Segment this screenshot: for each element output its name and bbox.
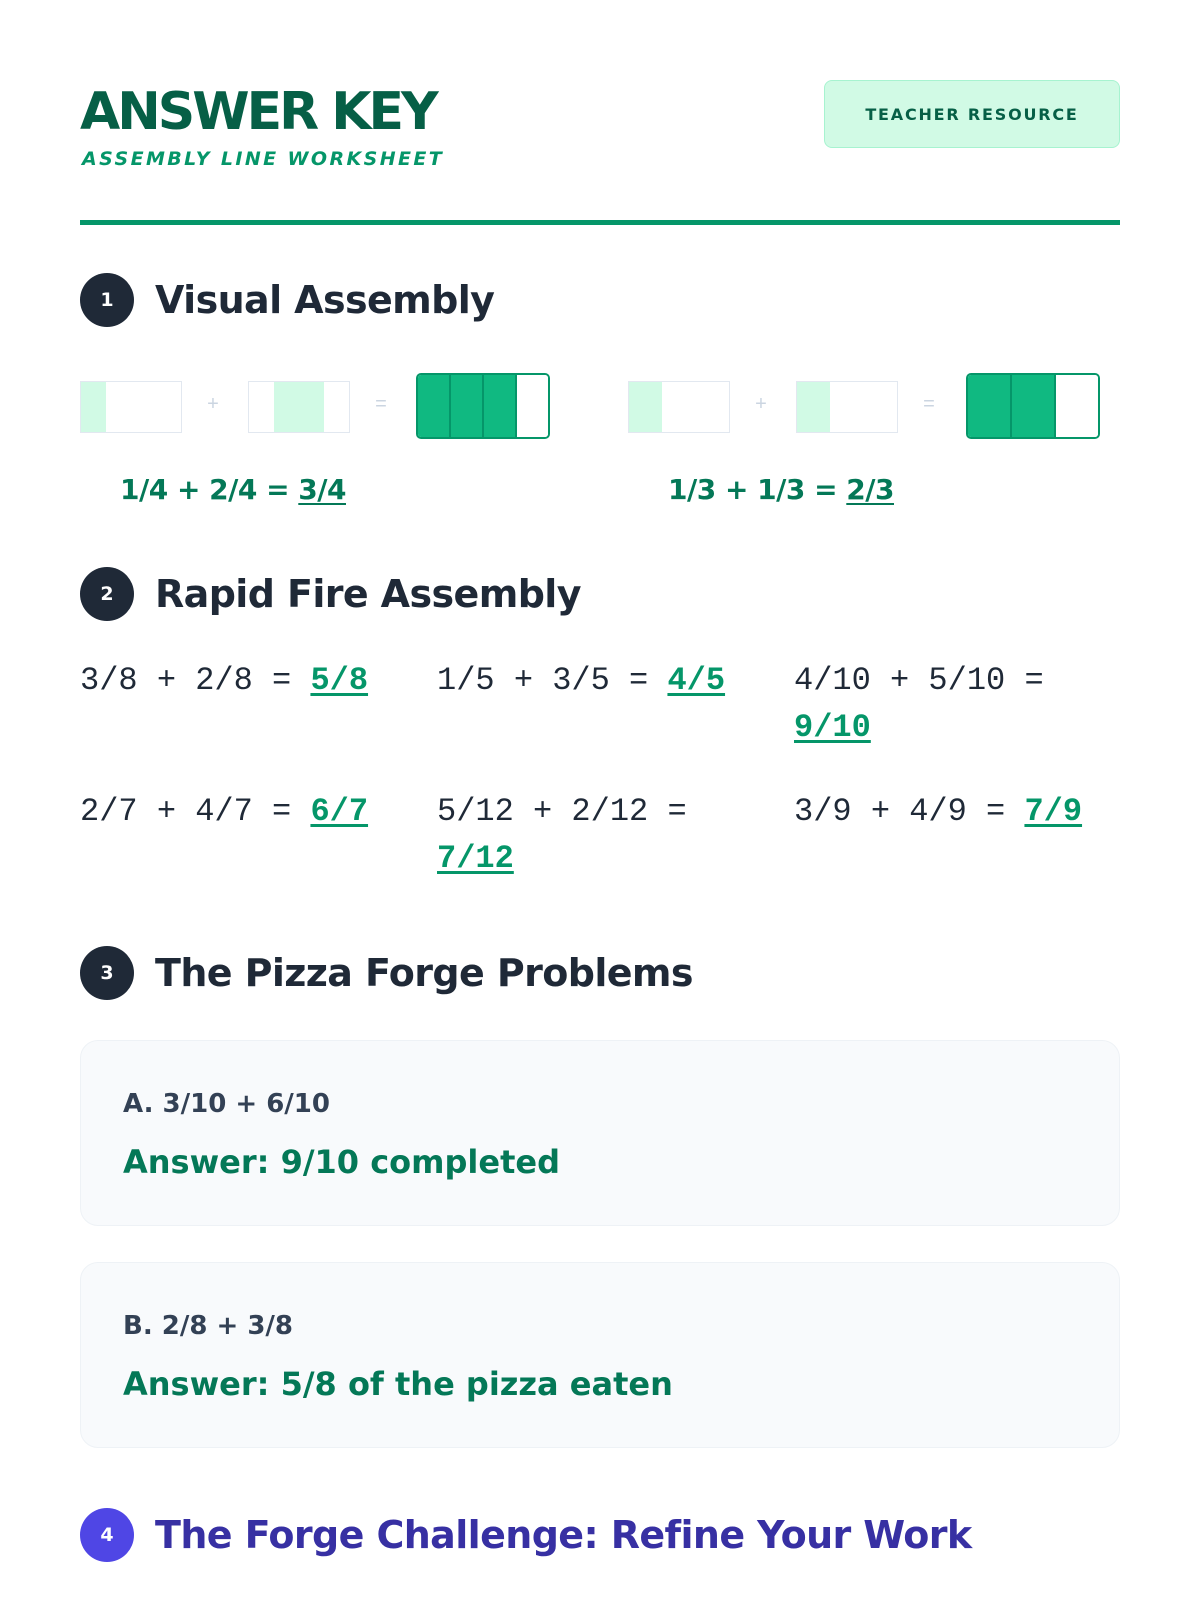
section-title: Visual Assembly <box>155 278 495 322</box>
visual-equation-1 <box>120 473 346 506</box>
rapid-problem <box>437 657 767 704</box>
section-title: Rapid Fire Assembly <box>155 572 581 616</box>
rapid-problem <box>80 657 410 704</box>
bar-cell-filled <box>274 382 299 432</box>
pizza-question: B. 2/8 + 3/8 <box>123 1311 293 1341</box>
bar-cell <box>249 382 274 432</box>
bar-cell <box>131 382 156 432</box>
bar-cell-filled <box>797 382 830 432</box>
rapid-answer: 6/7 <box>310 793 369 830</box>
section-title: The Forge Challenge: Refine Your Work <box>155 1513 972 1557</box>
plus-sign: + <box>755 393 767 415</box>
section-number-badge: 3 <box>80 946 134 1000</box>
pizza-problem-card-a <box>80 1040 1120 1226</box>
rapid-problem <box>80 788 410 835</box>
teacher-resource-badge: TEACHER RESOURCE <box>824 80 1120 148</box>
fraction-bar-result <box>416 373 550 439</box>
section-title: The Pizza Forge Problems <box>155 951 693 995</box>
rapid-answer: 7/9 <box>1024 793 1083 830</box>
section-number-badge: 1 <box>80 273 134 327</box>
bar-cell <box>517 375 548 437</box>
equation-text: 1/4 + 2/4 = <box>120 473 299 506</box>
bar-cell-filled <box>629 382 662 432</box>
pizza-answer: Answer: 5/8 of the pizza eaten <box>123 1365 673 1403</box>
fraction-bar-addend-2 <box>796 381 898 433</box>
equation-answer: 2/3 <box>846 473 894 506</box>
visual-problem-2-bars <box>628 373 1098 439</box>
equals-sign: = <box>923 393 935 415</box>
bar-cell-filled <box>418 375 451 437</box>
bar-cell-filled <box>968 375 1012 437</box>
rapid-problem <box>794 657 1104 751</box>
rapid-answer: 5/8 <box>310 662 369 699</box>
rapid-expression: 1/5 + 3/5 = <box>437 662 668 699</box>
bar-cell <box>830 382 863 432</box>
bar-cell <box>106 382 131 432</box>
bar-cell <box>696 382 729 432</box>
rapid-problem <box>794 788 1104 835</box>
section-forge-challenge-heading <box>80 1507 972 1563</box>
visual-equation-2 <box>668 473 894 506</box>
rapid-problem <box>437 788 737 882</box>
bar-cell <box>324 382 349 432</box>
fraction-bar-addend-1 <box>628 381 730 433</box>
bar-cell-filled <box>1012 375 1056 437</box>
pizza-problem-card-b <box>80 1262 1120 1448</box>
rapid-answer: 7/12 <box>437 840 514 877</box>
section-pizza-forge-heading <box>80 945 693 1001</box>
fraction-bar-result <box>966 373 1100 439</box>
equation-text: 1/3 + 1/3 = <box>668 473 847 506</box>
rapid-expression: 3/9 + 4/9 = <box>794 793 1025 830</box>
bar-cell-filled <box>451 375 484 437</box>
rapid-answer: 9/10 <box>794 709 871 746</box>
visual-problem-1-bars <box>80 373 550 439</box>
pizza-question: A. 3/10 + 6/10 <box>123 1089 330 1119</box>
rapid-expression: 5/12 + 2/12 = <box>437 793 687 830</box>
plus-sign: + <box>207 393 219 415</box>
page-subtitle: ASSEMBLY LINE WORKSHEET <box>82 148 445 170</box>
section-number-badge: 2 <box>80 567 134 621</box>
section-number-badge: 4 <box>80 1508 134 1562</box>
fraction-bar-addend-1 <box>80 381 182 433</box>
bar-cell-filled <box>299 382 324 432</box>
rapid-expression: 3/8 + 2/8 = <box>80 662 311 699</box>
pizza-answer: Answer: 9/10 completed <box>123 1143 560 1181</box>
bar-cell <box>1056 375 1098 437</box>
bar-cell <box>662 382 695 432</box>
fraction-bar-addend-2 <box>248 381 350 433</box>
bar-cell-filled <box>81 382 106 432</box>
rapid-expression: 4/10 + 5/10 = <box>794 662 1044 699</box>
page-header <box>80 80 1120 226</box>
page-title: ANSWER KEY <box>80 82 436 142</box>
rapid-answer: 4/5 <box>667 662 726 699</box>
bar-cell-filled <box>484 375 517 437</box>
bar-cell <box>864 382 897 432</box>
equals-sign: = <box>375 393 387 415</box>
section-rapid-fire-heading <box>80 566 581 622</box>
bar-cell <box>156 382 181 432</box>
section-visual-assembly-heading <box>80 272 494 328</box>
equation-answer: 3/4 <box>298 473 346 506</box>
rapid-expression: 2/7 + 4/7 = <box>80 793 311 830</box>
header-divider <box>80 220 1120 225</box>
